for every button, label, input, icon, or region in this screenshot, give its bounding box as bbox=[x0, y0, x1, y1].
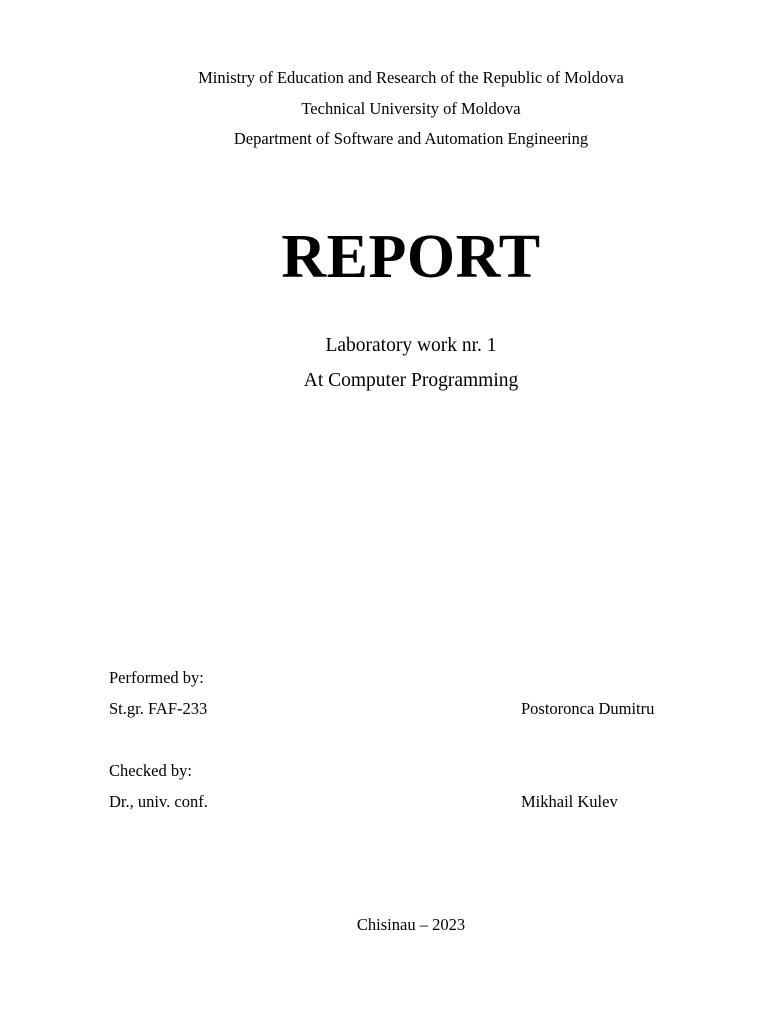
place-year: Chisinau – 2023 bbox=[356, 915, 466, 934]
lab-work-line: Laboratory work nr. 1 bbox=[325, 335, 497, 356]
department-line: Department of Software and Automation Engineering bbox=[233, 129, 589, 148]
course-line: At Computer Programming bbox=[303, 370, 519, 391]
performed-by-label: Performed by: bbox=[109, 668, 204, 687]
checker-title: Dr., univ. conf. bbox=[109, 792, 208, 811]
report-title: REPORT bbox=[281, 223, 541, 291]
student-group: St.gr. FAF-233 bbox=[109, 699, 208, 718]
checker-name: Mikhail Kulev bbox=[521, 792, 618, 811]
ministry-line: Ministry of Education and Research of the Republic of Moldova bbox=[198, 68, 624, 87]
checked-by-label: Checked by: bbox=[109, 761, 192, 780]
student-name: Postoronca Dumitru bbox=[521, 699, 655, 718]
university-line: Technical University of Moldova bbox=[301, 99, 521, 118]
